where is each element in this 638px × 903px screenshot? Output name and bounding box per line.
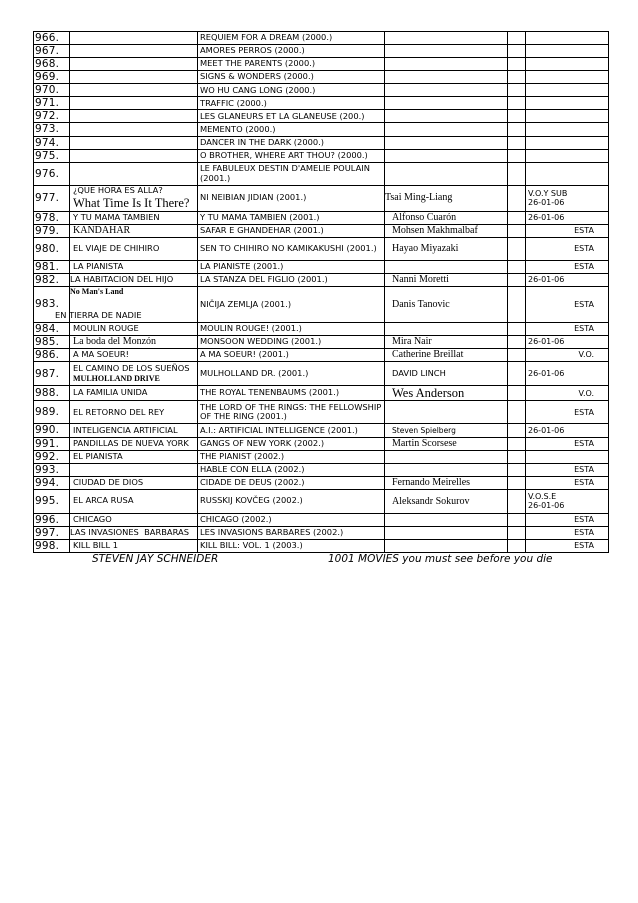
status: ESTA	[526, 237, 609, 260]
row-number: 979.	[34, 224, 70, 237]
director-name: Mira Nair	[392, 336, 432, 348]
director	[385, 97, 508, 110]
status	[526, 84, 609, 97]
row-number: 971.	[34, 97, 70, 110]
director-name: Martin Scorsese	[392, 437, 457, 449]
status: ESTA	[526, 401, 609, 424]
blank-cell	[508, 45, 526, 58]
page-footer	[0, 553, 638, 567]
blank-cell	[508, 84, 526, 97]
director	[385, 386, 508, 401]
status: ESTA	[526, 539, 609, 552]
blank-cell	[508, 513, 526, 526]
table-row	[34, 110, 609, 123]
original-title: LES INVASIONS BARBARES (2002.)	[198, 526, 385, 539]
spanish-title: LAS INVASIONES BARBARAS	[70, 526, 198, 539]
director	[385, 110, 508, 123]
original-title	[198, 237, 385, 260]
spanish-title: INTELIGENCIA ARTIFICIAL	[70, 424, 198, 437]
row-number: 985.	[34, 335, 70, 348]
blank-cell	[508, 32, 526, 45]
table-row	[34, 401, 609, 424]
blank-cell	[508, 136, 526, 149]
row-number: 977.	[34, 185, 70, 211]
blank-cell	[508, 349, 526, 362]
blank-cell	[508, 489, 526, 513]
spanish-title	[70, 110, 198, 123]
director	[385, 32, 508, 45]
original-title: MEMENTO (2000.)	[198, 123, 385, 136]
status	[526, 32, 609, 45]
director	[385, 149, 508, 162]
status-line1: V.O.S.E	[528, 492, 557, 502]
blank-cell	[508, 71, 526, 84]
status: V.O.	[526, 349, 609, 362]
director	[385, 424, 508, 437]
spanish-title-line2: MULHOLLAND DRIVE	[73, 373, 160, 383]
blank-cell	[508, 286, 526, 322]
blank-cell	[508, 526, 526, 539]
status: ESTA	[526, 463, 609, 476]
spanish-title-line1: EL CAMINO DE LOS SUEÑOS	[73, 363, 190, 374]
row-number: 991.	[34, 437, 70, 450]
director	[385, 526, 508, 539]
status: 26-01-06	[526, 362, 609, 386]
row-number: 989.	[34, 401, 70, 424]
spanish-title: EL PIANISTA	[70, 450, 198, 463]
table-row	[34, 335, 609, 348]
spanish-title: KILL BILL 1	[70, 539, 198, 552]
director	[385, 123, 508, 136]
blank-cell	[508, 260, 526, 273]
original-title: MEET THE PARENTS (2000.)	[198, 58, 385, 71]
row-number: 983.	[34, 286, 70, 322]
director	[385, 322, 508, 335]
status: ESTA	[526, 513, 609, 526]
table-row	[34, 349, 609, 362]
blank-cell	[508, 149, 526, 162]
blank-cell	[508, 211, 526, 224]
director	[385, 224, 508, 237]
original-title: Y TU MAMA TAMBIEN (2001.)	[198, 211, 385, 224]
row-number: 992.	[34, 450, 70, 463]
row-number: 990.	[34, 424, 70, 437]
status: 26-01-06	[526, 273, 609, 286]
row-number: 980.	[34, 237, 70, 260]
original-title: AMORES PERROS (2000.)	[198, 45, 385, 58]
director	[385, 273, 508, 286]
status: 26-01-06	[526, 211, 609, 224]
table-row	[34, 211, 609, 224]
original-title: LES GLANEURS ET LA GLANEUSE (200.)	[198, 110, 385, 123]
spanish-title: Y TU MAMA TAMBIEN	[70, 211, 198, 224]
status	[526, 45, 609, 58]
blank-cell	[508, 185, 526, 211]
row-number: 994.	[34, 476, 70, 489]
blank-cell	[508, 224, 526, 237]
row-number: 972.	[34, 110, 70, 123]
status	[526, 123, 609, 136]
spanish-title-line2: EN TIERRA DE NADIE	[55, 310, 142, 321]
table-row	[34, 463, 609, 476]
director	[385, 349, 508, 362]
director	[385, 286, 508, 322]
table-row	[34, 362, 609, 386]
row-number: 973.	[34, 123, 70, 136]
status: ESTA	[526, 260, 609, 273]
director	[385, 58, 508, 71]
status: ESTA	[526, 526, 609, 539]
original-title: WO HU CANG LONG (2000.)	[198, 84, 385, 97]
director	[385, 162, 508, 185]
status	[526, 136, 609, 149]
original-title: KILL BILL: VOL. 1 (2003.)	[198, 539, 385, 552]
original-title: NIČIJA ZEMLJA (2001.)	[198, 286, 385, 322]
status: ESTA	[526, 286, 609, 322]
blank-cell	[508, 273, 526, 286]
director-name: Tsai Ming-Liang	[385, 192, 453, 204]
director-name: Catherine Breillat	[392, 349, 464, 361]
table-row	[34, 71, 609, 84]
original-title: SIGNS & WONDERS (2000.)	[198, 71, 385, 84]
table-row	[34, 450, 609, 463]
original-title: THE PIANIST (2002.)	[198, 450, 385, 463]
director	[385, 437, 508, 450]
status	[526, 58, 609, 71]
spanish-title	[70, 123, 198, 136]
spanish-title: EL RETORNO DEL REY	[70, 401, 198, 424]
spanish-title	[70, 45, 198, 58]
original-title: RUSSKIJ KOVČEG (2002.)	[198, 489, 385, 513]
spanish-title: PANDILLAS DE NUEVA YORK	[70, 437, 198, 450]
row-number: 976.	[34, 162, 70, 185]
blank-cell	[508, 110, 526, 123]
spanish-title	[70, 32, 198, 45]
director	[385, 260, 508, 273]
table-row	[34, 322, 609, 335]
original-title: MOULIN ROUGE! (2001.)	[198, 322, 385, 335]
table-row	[34, 136, 609, 149]
table-row	[34, 260, 609, 273]
blank-cell	[508, 476, 526, 489]
status	[526, 71, 609, 84]
blank-cell	[508, 58, 526, 71]
director-name: Aleksandr Sokurov	[392, 495, 470, 507]
status	[526, 185, 609, 211]
spanish-title	[70, 362, 198, 386]
blank-cell	[508, 424, 526, 437]
table-row	[34, 286, 609, 322]
director	[385, 450, 508, 463]
director-name: Danis Tanovic	[392, 298, 450, 310]
director	[385, 463, 508, 476]
director	[385, 476, 508, 489]
row-number: 978.	[34, 211, 70, 224]
spanish-title	[70, 335, 198, 348]
table-row	[34, 123, 609, 136]
blank-cell	[508, 322, 526, 335]
status	[526, 162, 609, 185]
row-number: 996.	[34, 513, 70, 526]
row-number: 969.	[34, 71, 70, 84]
table-row	[34, 45, 609, 58]
status: 26-01-06	[526, 335, 609, 348]
status	[526, 149, 609, 162]
blank-cell	[508, 162, 526, 185]
original-title: TRAFFIC (2000.)	[198, 97, 385, 110]
blank-cell	[508, 237, 526, 260]
director	[385, 401, 508, 424]
spanish-title	[70, 84, 198, 97]
table-row	[34, 526, 609, 539]
spanish-title: LA PIANISTA	[70, 260, 198, 273]
status-line1: V.O.Y SUB	[528, 188, 568, 198]
director	[385, 185, 508, 211]
blank-cell	[508, 401, 526, 424]
status: V.O.	[526, 386, 609, 401]
row-number: 987.	[34, 362, 70, 386]
status: 26-01-06	[526, 424, 609, 437]
blank-cell	[508, 463, 526, 476]
table-row	[34, 437, 609, 450]
director-name: Wes Anderson	[392, 386, 465, 401]
director	[385, 136, 508, 149]
spanish-title	[70, 162, 198, 185]
director-name: Alfonso Cuarón	[392, 211, 457, 223]
blank-cell	[508, 123, 526, 136]
spanish-title: CIUDAD DE DIOS	[70, 476, 198, 489]
director: DAVID LINCH	[385, 362, 508, 386]
director	[385, 539, 508, 552]
spanish-title-line2: What Time Is It There?	[73, 195, 190, 210]
footer-author: STEVEN JAY SCHNEIDER	[92, 553, 219, 565]
original-title-text: THE LORD OF THE RINGS: THE FELLOWSHIP OF THE RING (2001.)	[200, 401, 382, 422]
row-number: 986.	[34, 349, 70, 362]
spanish-title	[70, 463, 198, 476]
original-title: CHICAGO (2002.)	[198, 513, 385, 526]
row-number: 993.	[34, 463, 70, 476]
spanish-title-text: KANDAHAR	[73, 224, 131, 236]
status-line2: 26-01-06	[528, 198, 565, 208]
director-name: Nanni Moretti	[392, 274, 449, 286]
status-line2: 26-01-06	[528, 501, 565, 511]
row-number: 974.	[34, 136, 70, 149]
blank-cell	[508, 386, 526, 401]
spanish-title	[55, 286, 198, 322]
original-title: THE ROYAL TENENBAUMS (2001.)	[198, 386, 385, 401]
table-row	[34, 476, 609, 489]
spanish-title	[70, 136, 198, 149]
spanish-title: A MA SOEUR!	[70, 349, 198, 362]
spanish-title-text: La boda del Monzón	[73, 336, 157, 348]
table-row	[34, 539, 609, 552]
row-number: 998.	[34, 539, 70, 552]
spanish-title: LA FAMILIA UNIDA	[70, 386, 198, 401]
table-row	[34, 224, 609, 237]
row-number: 970.	[34, 84, 70, 97]
original-title: SAFAR E GHANDEHAR (2001.)	[198, 224, 385, 237]
director-name: Steven Spielberg	[392, 425, 456, 435]
table-row	[34, 162, 609, 185]
table-row	[34, 32, 609, 45]
original-title: HABLE CON ELLA (2002.)	[198, 463, 385, 476]
table-row	[34, 513, 609, 526]
director	[385, 71, 508, 84]
original-title: GANGS OF NEW YORK (2002.)	[198, 437, 385, 450]
table-row	[34, 237, 609, 260]
status	[526, 110, 609, 123]
row-number: 982.	[34, 273, 70, 286]
blank-cell	[508, 335, 526, 348]
original-title	[198, 401, 385, 424]
original-title: REQUIEM FOR A DREAM (2000.)	[198, 32, 385, 45]
blank-cell	[508, 362, 526, 386]
original-title: DANCER IN THE DARK (2000.)	[198, 136, 385, 149]
director	[385, 513, 508, 526]
status: ESTA	[526, 476, 609, 489]
row-number: 981.	[34, 260, 70, 273]
spanish-title: CHICAGO	[70, 513, 198, 526]
director-name: Fernando Meirelles	[392, 476, 471, 488]
original-title: O BROTHER, WHERE ART THOU? (2000.)	[198, 149, 385, 162]
spanish-title: EL ARCA RUSA	[70, 489, 198, 513]
status	[526, 97, 609, 110]
spanish-title: MOULIN ROUGE	[70, 322, 198, 335]
original-title: LA PIANISTE (2001.)	[198, 260, 385, 273]
status	[526, 489, 609, 513]
blank-cell	[508, 97, 526, 110]
original-title: A MA SOEUR! (2001.)	[198, 349, 385, 362]
table-row	[34, 489, 609, 513]
original-title	[198, 162, 385, 185]
status: ESTA	[526, 224, 609, 237]
original-title-text: SEN TO CHIHIRO NO KAMIKAKUSHI (2001.)	[200, 242, 377, 253]
original-title: A.I.: ARTIFICIAL INTELLIGENCE (2001.)	[198, 424, 385, 437]
spanish-title	[70, 149, 198, 162]
row-number: 984.	[34, 322, 70, 335]
director	[385, 211, 508, 224]
table-row	[34, 185, 609, 211]
table-row	[34, 97, 609, 110]
director	[385, 489, 508, 513]
spanish-title	[70, 185, 198, 211]
table-row	[34, 58, 609, 71]
status: ESTA	[526, 437, 609, 450]
director	[385, 84, 508, 97]
spanish-title-line1: ¿QUE HORA ES ALLA?	[73, 185, 163, 196]
blank-cell	[508, 437, 526, 450]
table-row	[34, 386, 609, 401]
table-row	[34, 84, 609, 97]
status: ESTA	[526, 322, 609, 335]
table-row	[34, 424, 609, 437]
spanish-title	[70, 71, 198, 84]
table-row	[34, 149, 609, 162]
footer-book-title: 1001 MOVIES you must see before you die	[328, 553, 553, 565]
spanish-title-line1: No Man's Land	[70, 286, 124, 296]
spanish-title	[70, 58, 198, 71]
spanish-title: EL VIAJE DE CHIHIRO	[70, 237, 198, 260]
blank-cell	[508, 539, 526, 552]
movie-list-table	[33, 31, 609, 553]
table-row	[34, 273, 609, 286]
director-name: Mohsen Makhmalbaf	[392, 224, 478, 236]
director	[385, 45, 508, 58]
original-title: NI NEIBIAN JIDIAN (2001.)	[198, 185, 385, 211]
original-title: CIDADE DE DEUS (2002.)	[198, 476, 385, 489]
original-title: MULHOLLAND DR. (2001.)	[198, 362, 385, 386]
blank-cell	[508, 450, 526, 463]
original-title: LA STANZA DEL FIGLIO (2001.)	[198, 273, 385, 286]
spanish-title	[70, 224, 198, 237]
spanish-title	[70, 97, 198, 110]
director	[385, 237, 508, 260]
row-number: 975.	[34, 149, 70, 162]
row-number: 997.	[34, 526, 70, 539]
director-name: Hayao Miyazaki	[392, 243, 459, 254]
original-title: MONSOON WEDDING (2001.)	[198, 335, 385, 348]
status	[526, 450, 609, 463]
original-title-text: LE FABULEUX DESTIN D'AMELIE POULAIN (2001.)	[200, 163, 370, 183]
row-number: 995.	[34, 489, 70, 513]
row-number: 988.	[34, 386, 70, 401]
director	[385, 335, 508, 348]
row-number: 968.	[34, 58, 70, 71]
row-number: 966.	[34, 32, 70, 45]
spanish-title: LA HABITACION DEL HIJO	[70, 273, 198, 286]
row-number: 967.	[34, 45, 70, 58]
